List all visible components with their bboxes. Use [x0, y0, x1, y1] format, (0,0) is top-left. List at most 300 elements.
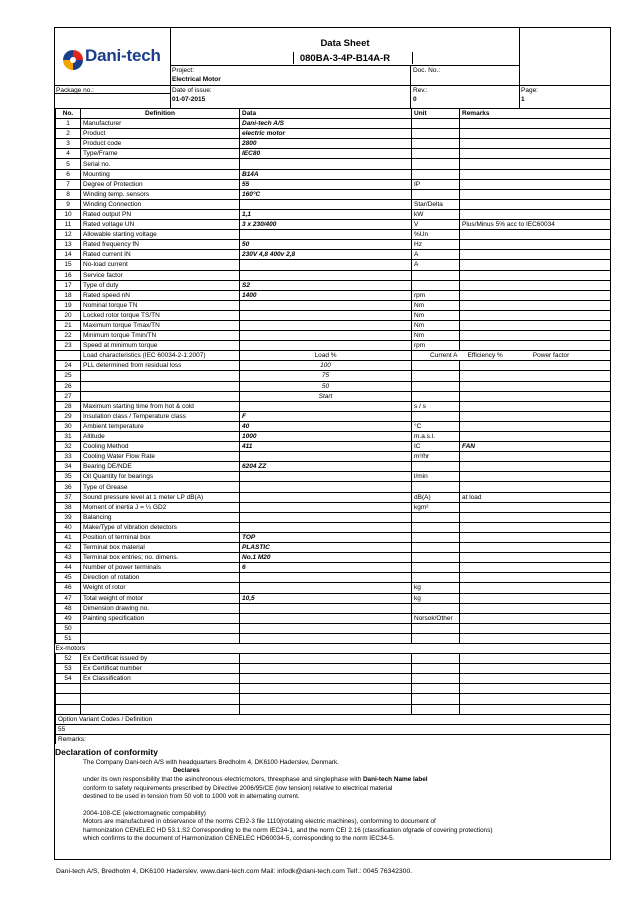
- row-number: 32: [56, 442, 81, 452]
- table-row: [56, 220, 611, 230]
- row-data: 160°C: [240, 189, 412, 199]
- table-row: [56, 462, 611, 472]
- issue-date-value: 01-07-2015: [172, 96, 206, 103]
- row-data: [240, 300, 412, 310]
- table-row: [56, 492, 611, 502]
- row-remarks: [460, 270, 611, 280]
- row-data: [240, 401, 412, 411]
- declaration-line2-text: under its own responsibility that the asinchronous electricmotors, threephase and singlephase with: [83, 776, 363, 783]
- row-unit: [412, 623, 460, 633]
- load-eff-pf: [460, 371, 611, 381]
- row-unit: [412, 139, 460, 149]
- row-definition: Balancing: [81, 512, 240, 522]
- blank-row: [56, 684, 611, 694]
- row-unit: rpm: [412, 341, 460, 351]
- row-definition: Service factor: [81, 270, 240, 280]
- row-definition: Maximum starting time from hot & cold: [81, 401, 240, 411]
- row-definition: Product: [81, 129, 240, 139]
- row-number: 12: [56, 230, 81, 240]
- row-data: [240, 310, 412, 320]
- row-unit: kgm²: [412, 502, 460, 512]
- row-number: 40: [56, 522, 81, 532]
- table-row: [56, 543, 611, 553]
- row-remarks: [460, 654, 611, 664]
- row-number: 11: [56, 220, 81, 230]
- row-remarks: [460, 240, 611, 250]
- declaration-name-label: Dani-tech Name label: [362, 776, 428, 783]
- load-current: [412, 381, 460, 391]
- row-definition: Sound pressure level at 1 meter LP dB(A): [81, 492, 240, 502]
- row-data: [240, 674, 412, 684]
- row-definition: Allowable starting voltage: [81, 230, 240, 240]
- row-definition: Dimension drawing no.: [81, 603, 240, 613]
- row-data: 10,5: [240, 593, 412, 603]
- table-row: [56, 310, 611, 320]
- row-data: [240, 159, 412, 169]
- page-value: 1: [521, 96, 525, 103]
- row-remarks: [460, 573, 611, 583]
- row-data: [240, 664, 412, 674]
- table-row: [56, 603, 611, 613]
- row-unit: [412, 664, 460, 674]
- row-definition: Direction of rotation: [81, 573, 240, 583]
- table-row: [56, 331, 611, 341]
- table-row: [56, 240, 611, 250]
- row-number: 2: [56, 129, 81, 139]
- blank-cell: [81, 694, 240, 704]
- row-definition: [81, 633, 240, 643]
- row-number: 1: [56, 119, 81, 129]
- option-label: Option Variant Codes / Definition: [56, 714, 611, 724]
- load-eff-pf: [460, 381, 611, 391]
- table-row: [56, 209, 611, 219]
- load-value: Start: [240, 391, 412, 401]
- row-data: electric motor: [240, 129, 412, 139]
- row-unit: [412, 553, 460, 563]
- row-number: 43: [56, 553, 81, 563]
- row-remarks: [460, 310, 611, 320]
- row-unit: IP: [412, 179, 460, 189]
- table-row: [56, 260, 611, 270]
- row-number: 30: [56, 421, 81, 431]
- row-data: 1,1: [240, 209, 412, 219]
- row-number: 13: [56, 240, 81, 250]
- row-data: [240, 341, 412, 351]
- row-number: 5: [56, 159, 81, 169]
- row-remarks: [460, 543, 611, 553]
- row-definition: Terminal box entries; no. dimens.: [81, 553, 240, 563]
- row-number: 38: [56, 502, 81, 512]
- row-definition: Rated current IN: [81, 250, 240, 260]
- row-remarks: [460, 603, 611, 613]
- row-remarks: [460, 260, 611, 270]
- row-remarks: [460, 179, 611, 189]
- table-row: [56, 341, 611, 351]
- blank-cell: [240, 694, 412, 704]
- load-row: [56, 361, 611, 371]
- row-unit: IC: [412, 442, 460, 452]
- table-row: [56, 129, 611, 139]
- row-number: 31: [56, 432, 81, 442]
- col-no-header: No.: [56, 109, 81, 119]
- row-data: Dani-tech A/S: [240, 119, 412, 129]
- table-row: [56, 623, 611, 633]
- declaration-declares: Declares: [173, 767, 200, 774]
- row-definition: Oil Quantity for bearings: [81, 472, 240, 482]
- row-remarks: [460, 664, 611, 674]
- table-row: [56, 179, 611, 189]
- row-definition: Locked rotor torque TS/TN: [81, 310, 240, 320]
- row-definition: Ex Classification: [81, 674, 240, 684]
- issue-date-label: Date of issue:: [172, 87, 212, 94]
- row-remarks: [460, 149, 611, 159]
- row-definition: Ex Certificat number: [81, 664, 240, 674]
- row-remarks: [460, 159, 611, 169]
- table-row: [56, 119, 611, 129]
- load-label: Load characteristics (IEC 60034-2-1:2007): [81, 351, 240, 361]
- declaration-line7: harmonization CENELEC HD 53.1.S2 Corresponding to the norm IEC34-1, and the norm CEI 2.16 (classification ofgrade of covering protections): [83, 827, 493, 834]
- row-number: 18: [56, 290, 81, 300]
- row-number: 46: [56, 583, 81, 593]
- row-data: [240, 331, 412, 341]
- table-row: [56, 593, 611, 603]
- row-number: 19: [56, 300, 81, 310]
- doc-code: 080BA-3-4P-B14A-R: [299, 53, 391, 64]
- col-remarks-header: Remarks: [460, 109, 611, 119]
- row-definition: Number of power terminals: [81, 563, 240, 573]
- load-current: [412, 361, 460, 371]
- row-remarks: [460, 452, 611, 462]
- row-unit: Nm: [412, 300, 460, 310]
- row-unit: m.a.s.l.: [412, 432, 460, 442]
- row-remarks: [460, 250, 611, 260]
- row-definition: [81, 391, 240, 401]
- row-unit: [412, 462, 460, 472]
- row-data: B14A: [240, 169, 412, 179]
- ex-row: [56, 654, 611, 664]
- declaration-line8: which confirms to the document of Harmonization CENELEC HD60034-5, corresponding to the norm IEC34-5.: [83, 835, 395, 842]
- row-unit: Nm: [412, 310, 460, 320]
- load-characteristics-row: [56, 351, 611, 361]
- load-row: [56, 381, 611, 391]
- load-col-header: Load %: [240, 351, 412, 361]
- row-data: [240, 573, 412, 583]
- row-number: 6: [56, 169, 81, 179]
- load-blank: [56, 351, 81, 361]
- blank-cell: [240, 704, 412, 714]
- row-data: 2800: [240, 139, 412, 149]
- row-definition: Serial no.: [81, 159, 240, 169]
- row-unit: Norsok/Other: [412, 613, 460, 623]
- row-remarks: [460, 199, 611, 209]
- row-remarks: [460, 532, 611, 542]
- row-remarks: [460, 613, 611, 623]
- row-unit: [412, 411, 460, 421]
- table-row: [56, 573, 611, 583]
- row-definition: Weight of rotor: [81, 583, 240, 593]
- row-data: [240, 260, 412, 270]
- load-value: 50: [240, 381, 412, 391]
- row-definition: Minimum torque Tmin/TN: [81, 331, 240, 341]
- table-row: [56, 532, 611, 542]
- row-remarks: [460, 320, 611, 330]
- page-label: Page:: [521, 87, 538, 94]
- row-unit: [412, 603, 460, 613]
- row-remarks: [460, 502, 611, 512]
- row-data: 55: [240, 179, 412, 189]
- row-remarks: FAN: [460, 442, 611, 452]
- declaration-line3: conform to safety requirements prescribed by Directive 2006/95/CE (low tension) relative to electrical material: [83, 785, 393, 792]
- row-remarks: [460, 472, 611, 482]
- row-remarks: [460, 411, 611, 421]
- row-unit: kW: [412, 209, 460, 219]
- row-data: 1400: [240, 290, 412, 300]
- row-definition: Winding temp. sensors: [81, 189, 240, 199]
- row-data: [240, 522, 412, 532]
- row-definition: Product code: [81, 139, 240, 149]
- load-current: [412, 371, 460, 381]
- row-number: 17: [56, 280, 81, 290]
- table-row: [56, 320, 611, 330]
- row-number: 36: [56, 482, 81, 492]
- option-value-row: [56, 724, 611, 734]
- row-data: 3 x 230/400: [240, 220, 412, 230]
- row-definition: Rated voltage UN: [81, 220, 240, 230]
- row-data: 411: [240, 442, 412, 452]
- row-remarks: [460, 139, 611, 149]
- row-number: 29: [56, 411, 81, 421]
- row-number: 53: [56, 664, 81, 674]
- row-unit: Nm: [412, 320, 460, 330]
- blank-cell: [412, 684, 460, 694]
- row-remarks: [460, 482, 611, 492]
- row-unit: V: [412, 220, 460, 230]
- row-definition: [81, 371, 240, 381]
- blank-row: [56, 694, 611, 704]
- ex-row: [56, 674, 611, 684]
- efficiency-col-header: Efficiency %: [467, 352, 503, 360]
- row-data: [240, 623, 412, 633]
- row-number: 24: [56, 361, 81, 371]
- row-number: 37: [56, 492, 81, 502]
- row-definition: Maximum torque Tmax/TN: [81, 320, 240, 330]
- row-data: TOP: [240, 532, 412, 542]
- row-number: 51: [56, 633, 81, 643]
- row-remarks: [460, 230, 611, 240]
- row-definition: No-load current: [81, 260, 240, 270]
- table-row: [56, 169, 611, 179]
- load-eff-pf: [460, 391, 611, 401]
- remarks-label: Remarks:: [56, 734, 611, 744]
- row-remarks: [460, 593, 611, 603]
- row-data: [240, 502, 412, 512]
- blank-cell: [240, 684, 412, 694]
- row-definition: [81, 381, 240, 391]
- table-row: [56, 522, 611, 532]
- table-row: [56, 270, 611, 280]
- declaration-line6: Motors are manufactured in observance of the norms CEI2-3 file 1110(rotating electric machines), conforming to document of: [83, 818, 436, 825]
- row-definition: Ex Certificat issued by: [81, 654, 240, 664]
- row-definition: Nominal torque TN: [81, 300, 240, 310]
- row-number: 8: [56, 189, 81, 199]
- row-unit: %Un: [412, 230, 460, 240]
- row-definition: Painting specification: [81, 613, 240, 623]
- row-remarks: [460, 512, 611, 522]
- table-row: [56, 139, 611, 149]
- table-row: [56, 199, 611, 209]
- row-remarks: [460, 421, 611, 431]
- table-row: [56, 280, 611, 290]
- row-unit: [412, 532, 460, 542]
- table-row: [56, 512, 611, 522]
- row-definition: Manufacturer: [81, 119, 240, 129]
- row-unit: [412, 482, 460, 492]
- row-remarks: [460, 290, 611, 300]
- row-unit: [412, 633, 460, 643]
- row-definition: Ambient temperature: [81, 421, 240, 431]
- row-unit: [412, 189, 460, 199]
- table-header-row: [56, 109, 611, 119]
- sheet-title: Data Sheet: [320, 38, 370, 49]
- table-row: [56, 452, 611, 462]
- row-unit: [412, 563, 460, 573]
- row-unit: [412, 512, 460, 522]
- row-unit: Hz: [412, 240, 460, 250]
- row-remarks: at load: [460, 492, 611, 502]
- blank-row: [56, 704, 611, 714]
- row-unit: s / s: [412, 401, 460, 411]
- row-number: 39: [56, 512, 81, 522]
- row-unit: l/min: [412, 472, 460, 482]
- rev-label: Rev.:: [413, 87, 428, 94]
- row-data: [240, 492, 412, 502]
- row-number: 7: [56, 179, 81, 189]
- row-data: [240, 512, 412, 522]
- row-definition: Rated frequency fN: [81, 240, 240, 250]
- row-data: 1000: [240, 432, 412, 442]
- table-row: [56, 583, 611, 593]
- row-data: [240, 633, 412, 643]
- row-number: 54: [56, 674, 81, 684]
- row-definition: Mounting: [81, 169, 240, 179]
- row-remarks: [460, 300, 611, 310]
- table-row: [56, 149, 611, 159]
- row-unit: [412, 654, 460, 664]
- row-number: 27: [56, 391, 81, 401]
- row-definition: Type/Frame: [81, 149, 240, 159]
- row-data: S2: [240, 280, 412, 290]
- table-row: [56, 290, 611, 300]
- row-number: 45: [56, 573, 81, 583]
- row-number: 14: [56, 250, 81, 260]
- blank-cell: [56, 704, 81, 714]
- ex-row: [56, 664, 611, 674]
- row-data: [240, 472, 412, 482]
- col-unit-header: Unit: [412, 109, 460, 119]
- row-remarks: [460, 341, 611, 351]
- row-unit: m³/hr: [412, 452, 460, 462]
- row-number: 33: [56, 452, 81, 462]
- row-data: IEC80: [240, 149, 412, 159]
- blank-cell: [412, 694, 460, 704]
- sheet-header: [55, 28, 610, 103]
- row-number: 16: [56, 270, 81, 280]
- row-number: 52: [56, 654, 81, 664]
- row-definition: Insulation class / Temperature class: [81, 411, 240, 421]
- row-unit: [412, 674, 460, 684]
- load-row: [56, 391, 611, 401]
- load-value: 75: [240, 371, 412, 381]
- row-definition: Position of terminal box: [81, 532, 240, 542]
- row-definition: Rated speed nN: [81, 290, 240, 300]
- table-row: [56, 472, 611, 482]
- row-unit: [412, 159, 460, 169]
- dani-tech-logo-icon: [61, 48, 85, 72]
- row-remarks: Plus/Minus 5% acc to IEC60034: [460, 220, 611, 230]
- row-unit: [412, 149, 460, 159]
- row-number: 49: [56, 613, 81, 623]
- row-definition: Degree of Protection: [81, 179, 240, 189]
- row-number: 25: [56, 371, 81, 381]
- row-definition: PLL determined from residual loss: [81, 361, 240, 371]
- option-value: 55: [56, 724, 611, 734]
- blank-cell: [460, 704, 611, 714]
- rev-value: 0: [413, 96, 417, 103]
- row-unit: dB(A): [412, 492, 460, 502]
- row-definition: Winding Connection: [81, 199, 240, 209]
- row-data: [240, 613, 412, 623]
- row-unit: kg: [412, 583, 460, 593]
- table-row: [56, 250, 611, 260]
- table-row: [56, 553, 611, 563]
- row-number: 26: [56, 381, 81, 391]
- row-remarks: [460, 189, 611, 199]
- row-unit: [412, 573, 460, 583]
- row-number: 20: [56, 310, 81, 320]
- table-row: [56, 432, 611, 442]
- package-no-label: Package no.:: [56, 87, 94, 94]
- option-row: [56, 714, 611, 724]
- table-row: [56, 401, 611, 411]
- row-remarks: [460, 280, 611, 290]
- row-data: [240, 270, 412, 280]
- row-number: 22: [56, 331, 81, 341]
- row-remarks: [460, 209, 611, 219]
- ex-motors-row: [56, 643, 611, 653]
- row-number: 21: [56, 320, 81, 330]
- row-data: F: [240, 411, 412, 421]
- row-data: [240, 482, 412, 492]
- row-number: 41: [56, 532, 81, 542]
- project-label: Project:: [172, 67, 195, 74]
- row-unit: A: [412, 250, 460, 260]
- row-definition: Type of Grease: [81, 482, 240, 492]
- row-data: 40: [240, 421, 412, 431]
- table-row: [56, 421, 611, 431]
- row-number: 44: [56, 563, 81, 573]
- data-sheet: [54, 27, 611, 860]
- row-unit: [412, 129, 460, 139]
- row-definition: Type of duty: [81, 280, 240, 290]
- project-value: Electrical Motor: [172, 76, 221, 83]
- row-unit: [412, 270, 460, 280]
- table-row: [56, 300, 611, 310]
- row-data: [240, 230, 412, 240]
- load-current: [412, 391, 460, 401]
- declaration-line5: 2004-108-CE (electromagnetic compability): [83, 810, 206, 817]
- row-number: 34: [56, 462, 81, 472]
- row-number: 3: [56, 139, 81, 149]
